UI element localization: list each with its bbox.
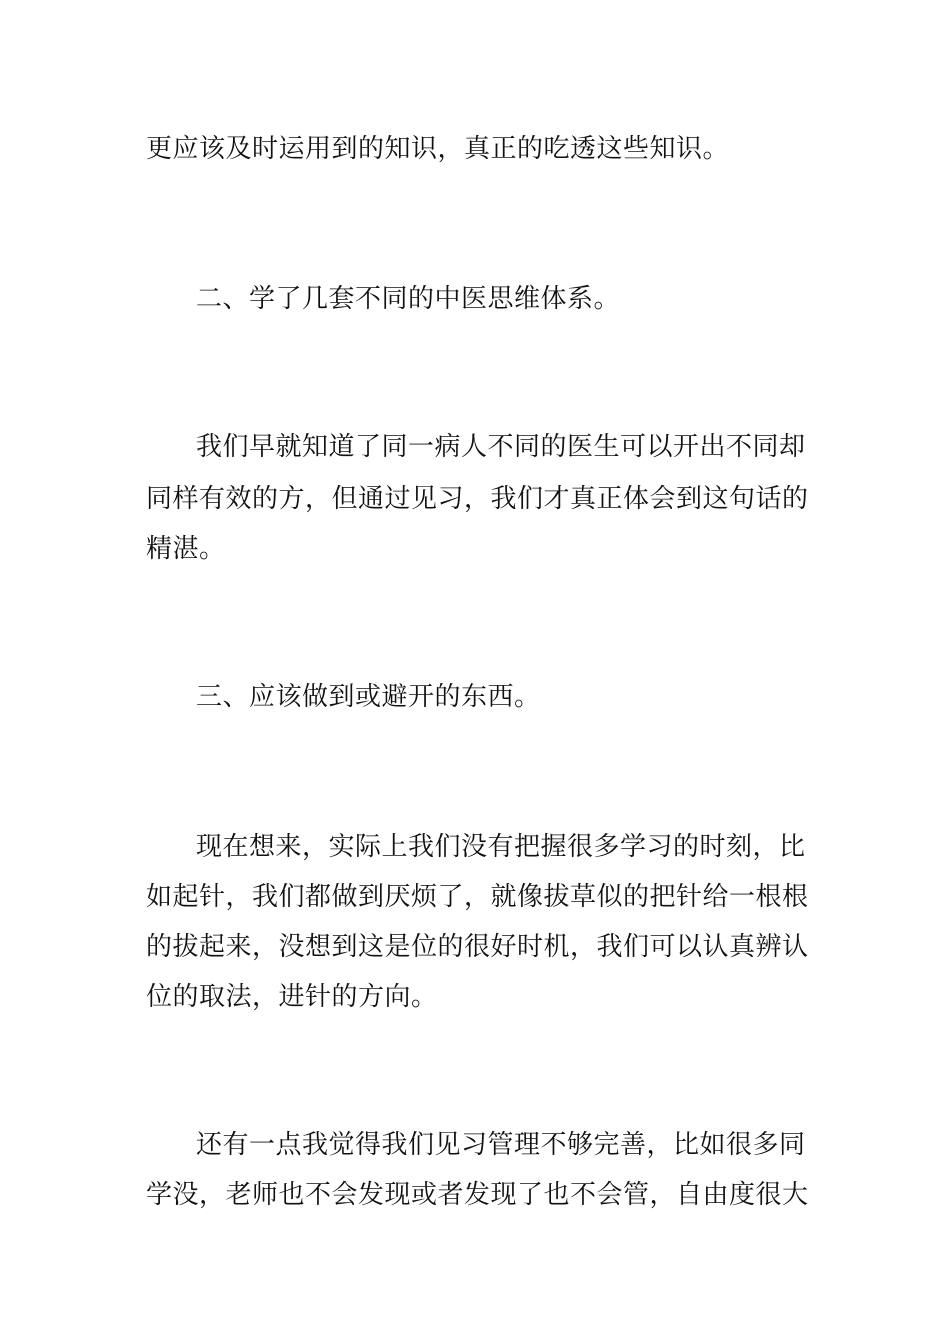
section-heading: 三、应该做到或避开的东西。 [196, 682, 541, 712]
paragraph-line: 精湛。 [146, 534, 226, 564]
paragraph-line: 学没，老师也不会发现或者发现了也不会管，自由度很大 [146, 1180, 809, 1210]
paragraph-line: 位的取法，进针的方向。 [146, 982, 438, 1012]
section-heading: 二、学了几套不同的中医思维体系。 [196, 284, 621, 314]
paragraph-line: 我们早就知道了同一病人不同的医生可以开出不同却 [196, 432, 806, 462]
paragraph-line: 更应该及时运用到的知识，真正的吃透这些知识。 [146, 134, 730, 164]
paragraph-line: 如起针，我们都做到厌烦了，就像拔草似的把针给一根根 [146, 882, 809, 912]
paragraph-line: 同样有效的方，但通过见习，我们才真正体会到这句话的 [146, 484, 809, 514]
paragraph-line: 还有一点我觉得我们见习管理不够完善，比如很多同 [196, 1130, 806, 1160]
paragraph-line: 现在想来，实际上我们没有把握很多学习的时刻，比 [196, 832, 806, 862]
paragraph-line: 的拔起来，没想到这是位的很好时机，我们可以认真辨认 [146, 932, 809, 962]
